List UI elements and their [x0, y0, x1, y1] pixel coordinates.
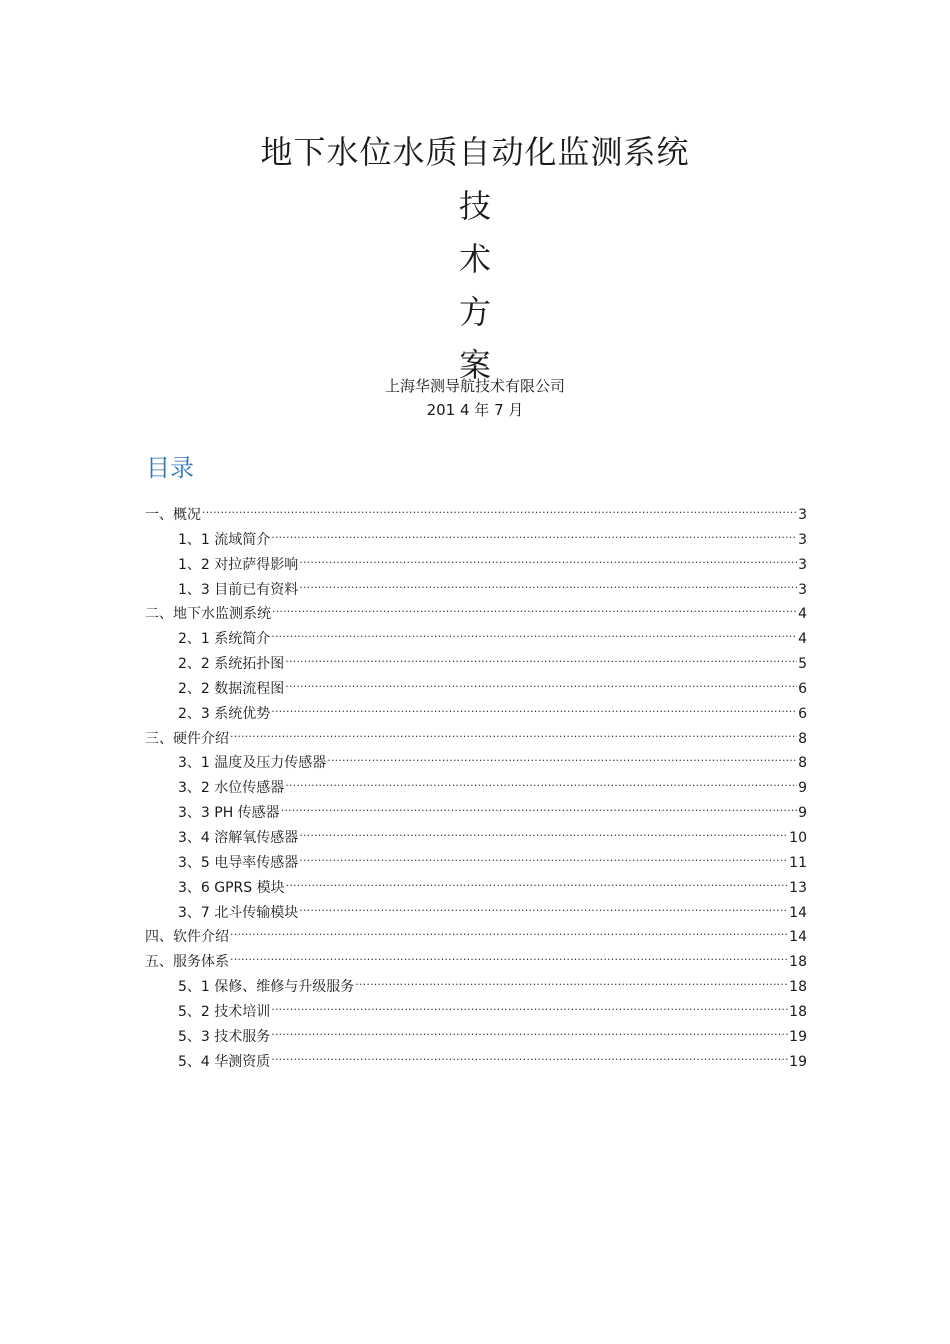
toc-dot-leader: [285, 669, 797, 693]
toc-entry-label: 5、1 保修、维修与升级服务: [178, 979, 355, 996]
toc-entry-page: 18: [789, 1003, 807, 1020]
toc-entry[interactable]: [145, 719, 807, 747]
toc-entry-page: 4: [798, 606, 807, 623]
toc-entry-page: 14: [789, 929, 807, 946]
toc-entry-page: 18: [789, 954, 807, 971]
toc-entry-page: 8: [798, 755, 807, 772]
toc-entry-label: 5、2 技术培训: [178, 1003, 271, 1020]
toc-dot-leader: [285, 644, 797, 668]
toc-entry-label: 2、2 系统拓扑图: [178, 656, 285, 673]
toc-entry-label: 1、3 目前已有资料: [178, 581, 299, 598]
toc-dot-leader: [285, 768, 797, 792]
toc-entry-page: 6: [798, 705, 807, 722]
toc-heading: 目录: [146, 454, 194, 482]
toc-dot-leader: [230, 719, 797, 743]
toc-dot-leader: [271, 1017, 788, 1041]
toc-entry-label: 3、3 PH 传感器: [178, 805, 280, 822]
toc-entry-label: 2、2 数据流程图: [178, 680, 285, 697]
toc-entry-page: 3: [798, 531, 807, 548]
toc-entry-page: 14: [789, 904, 807, 921]
toc-entry-label: 3、1 温度及压力传感器: [178, 755, 327, 772]
toc-dot-leader: [271, 1042, 788, 1066]
toc-dot-leader: [299, 843, 788, 867]
toc-dot-leader: [230, 942, 788, 966]
toc-entry-label: 五、服务体系: [145, 954, 229, 971]
toc-dot-leader: [299, 818, 788, 842]
toc-entry-page: 13: [789, 879, 807, 896]
toc-entry-label: 三、硬件介绍: [145, 730, 229, 747]
toc-dot-leader: [355, 967, 788, 991]
toc-entry-page: 4: [798, 631, 807, 648]
toc-entry-label: 1、2 对拉萨得影响: [178, 556, 299, 573]
toc-entry-label: 二、地下水监测系统: [145, 606, 271, 623]
toc-entry-label: 四、软件介绍: [145, 929, 229, 946]
toc-entry-label: 一、概况: [145, 507, 201, 523]
toc-entry-label: 3、4 溶解氧传感器: [178, 829, 299, 846]
toc-entry-page: 5: [798, 656, 807, 673]
toc-dot-leader: [271, 520, 797, 544]
company-name: 上海华测导航技术有限公司: [384, 377, 565, 395]
toc-entry[interactable]: [145, 917, 807, 946]
toc-entry-label: 2、1 系统简介: [178, 631, 271, 648]
toc-dot-leader: [271, 992, 788, 1016]
document-subtitle-vertical: [0, 180, 950, 392]
toc-entry-label: 1、1 流域简介: [178, 531, 271, 548]
toc-dot-leader: [202, 495, 797, 519]
toc-entry-page: 19: [789, 1053, 807, 1070]
toc-dot-leader: [281, 793, 797, 817]
toc-entry-page: 9: [798, 805, 807, 822]
document-title: 地下水位水质自动化监测系统: [260, 133, 690, 171]
document-date: 201 4 年 7 月: [426, 401, 524, 419]
toc-entry-page: 9: [798, 780, 807, 797]
toc-entry-label: 3、6 GPRS 模块: [178, 879, 285, 896]
toc-entry-label: 3、2 水位传感器: [178, 780, 285, 797]
toc-entry-page: 10: [789, 829, 807, 846]
toc-entry[interactable]: [145, 495, 807, 523]
toc-entry-page: 8: [798, 730, 807, 747]
toc-dot-leader: [286, 868, 789, 892]
toc-entry[interactable]: [145, 967, 807, 996]
toc-dot-leader: [230, 917, 788, 941]
subtitle-char: 术: [458, 240, 491, 278]
subtitle-char: 案: [458, 346, 491, 384]
toc-entry-page: 11: [789, 854, 807, 871]
toc-dot-leader: [299, 570, 797, 594]
subtitle-char: 技: [458, 187, 491, 225]
toc-entry-page: 3: [798, 507, 807, 523]
toc-dot-leader: [299, 893, 788, 917]
toc-entry-page: 6: [798, 680, 807, 697]
table-of-contents: [145, 495, 807, 1070]
toc-entry-label: 3、5 电导率传感器: [178, 854, 299, 871]
subtitle-char: 方: [458, 293, 491, 331]
toc-entry-label: 5、3 技术服务: [178, 1028, 271, 1045]
toc-entry-page: 3: [798, 581, 807, 598]
toc-entry[interactable]: [145, 743, 807, 772]
toc-dot-leader: [271, 694, 797, 718]
toc-entry-page: 3: [798, 556, 807, 573]
toc-dot-leader: [327, 743, 797, 767]
toc-entry-label: 2、3 系统优势: [178, 705, 271, 722]
toc-dot-leader: [272, 594, 797, 618]
toc-entry-label: 5、4 华测资质: [178, 1053, 271, 1070]
toc-entry-label: 3、7 北斗传输模块: [178, 904, 299, 921]
toc-entry-page: 19: [789, 1028, 807, 1045]
toc-dot-leader: [299, 545, 797, 569]
toc-entry[interactable]: [145, 942, 807, 971]
toc-entry[interactable]: [145, 520, 807, 548]
toc-entry-page: 18: [789, 979, 807, 996]
toc-dot-leader: [271, 619, 797, 643]
